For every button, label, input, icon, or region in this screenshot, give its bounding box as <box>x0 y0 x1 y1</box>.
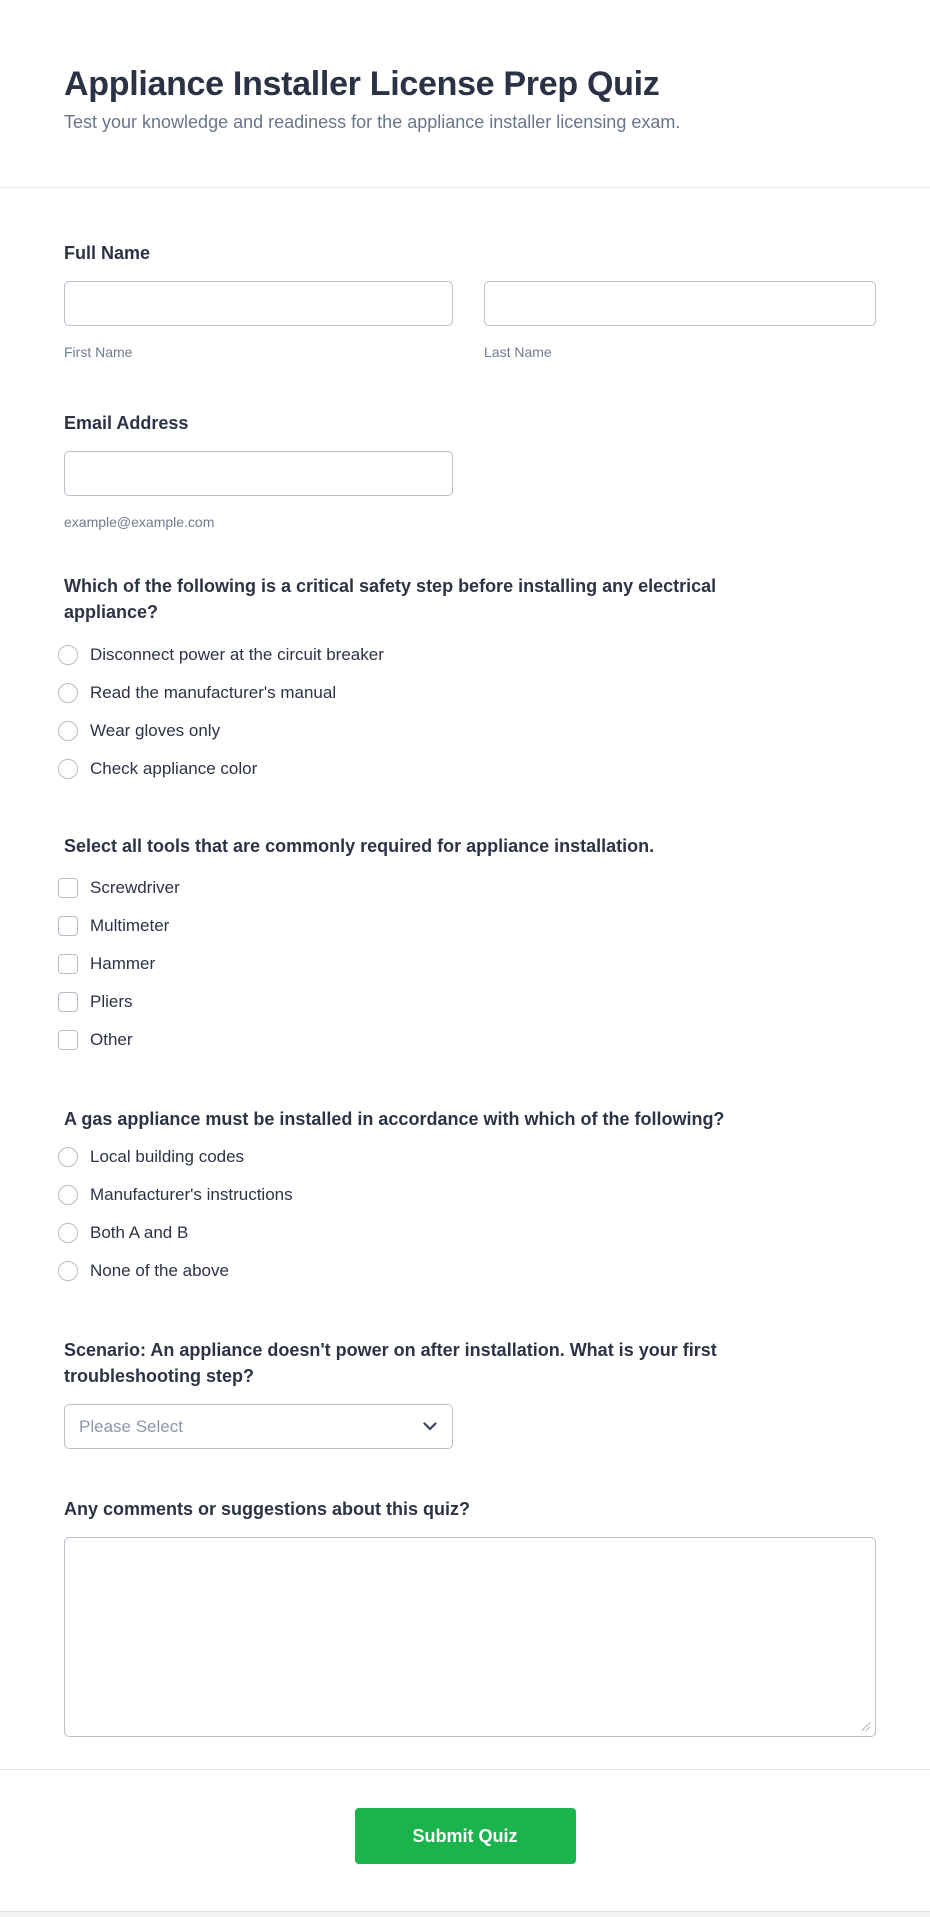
radio-option[interactable] <box>58 1261 876 1281</box>
checkbox-icon[interactable] <box>58 1030 78 1050</box>
form-body <box>0 240 930 1737</box>
radio-button-icon[interactable] <box>58 759 78 779</box>
form-header <box>0 0 930 188</box>
question-gas-appliance <box>64 1106 876 1281</box>
option-label: Disconnect power at the circuit breaker <box>90 645 384 664</box>
checkbox-icon[interactable] <box>58 916 78 936</box>
question-safety-step <box>64 573 876 779</box>
option-label: Hammer <box>90 954 156 973</box>
radio-button-icon[interactable] <box>58 1185 78 1205</box>
option-label: Check appliance color <box>90 759 258 778</box>
radio-button-icon[interactable] <box>58 1261 78 1281</box>
email-input[interactable] <box>64 451 453 496</box>
option-label: Local building codes <box>90 1147 245 1166</box>
radio-option[interactable] <box>58 683 876 703</box>
radio-option[interactable] <box>58 1223 876 1243</box>
checkbox-icon[interactable] <box>58 992 78 1012</box>
radio-option[interactable] <box>58 759 876 779</box>
email-label: Email Address <box>64 413 189 433</box>
option-label: Screwdriver <box>90 878 180 897</box>
question-tools <box>64 833 876 1050</box>
page-bottom-strip <box>0 1911 930 1917</box>
radio-option[interactable] <box>58 645 876 665</box>
select-placeholder: Please Select <box>79 1416 183 1436</box>
option-label: Both A and B <box>90 1223 189 1242</box>
radio-option[interactable] <box>58 721 876 741</box>
field-full-name <box>64 240 876 362</box>
question-scenario <box>64 1337 876 1449</box>
radio-button-icon[interactable] <box>58 1223 78 1243</box>
first-name-input[interactable] <box>64 281 453 326</box>
form-footer <box>0 1769 930 1911</box>
radio-button-icon[interactable] <box>58 683 78 703</box>
last-name-sublabel: Last Name <box>484 344 552 360</box>
textarea-resize-handle[interactable] <box>860 1720 872 1732</box>
email-sublabel: example@example.com <box>64 514 215 530</box>
chevron-down-icon <box>423 1422 437 1431</box>
full-name-label: Full Name <box>64 243 151 263</box>
option-label: Other <box>90 1030 133 1049</box>
question-label: A gas appliance must be installed in accordance with which of the following? <box>64 1109 725 1129</box>
checkbox-option[interactable] <box>58 916 876 936</box>
last-name-input[interactable] <box>484 281 876 326</box>
option-label: Multimeter <box>90 916 170 935</box>
comments-textarea[interactable] <box>64 1537 876 1737</box>
radio-option[interactable] <box>58 1147 876 1167</box>
checkbox-icon[interactable] <box>58 954 78 974</box>
option-label: Wear gloves only <box>90 721 221 740</box>
question-label: Scenario: An appliance doesn't power on after installation. What is your first troubleshooting step? <box>64 1340 717 1386</box>
option-label: Read the manufacturer's manual <box>90 683 337 702</box>
page-subtitle: Test your knowledge and readiness for the appliance installer licensing exam. <box>64 112 681 132</box>
first-name-sublabel: First Name <box>64 344 133 360</box>
option-label: None of the above <box>90 1261 229 1280</box>
troubleshooting-select[interactable] <box>64 1404 453 1449</box>
option-label: Manufacturer's instructions <box>90 1185 293 1204</box>
page-title: Appliance Installer License Prep Quiz <box>64 65 660 103</box>
radio-button-icon[interactable] <box>58 645 78 665</box>
checkbox-icon[interactable] <box>58 878 78 898</box>
checkbox-option[interactable] <box>58 954 876 974</box>
submit-quiz-button[interactable]: Submit Quiz <box>355 1808 576 1864</box>
option-label: Pliers <box>90 992 133 1011</box>
radio-button-icon[interactable] <box>58 721 78 741</box>
checkbox-option[interactable] <box>58 1030 876 1050</box>
question-label: Select all tools that are commonly required for appliance installation. <box>64 836 655 856</box>
checkbox-option[interactable] <box>58 992 876 1012</box>
question-label: Any comments or suggestions about this quiz? <box>64 1499 471 1519</box>
question-label: Which of the following is a critical safety step before installing any electrical appliance? <box>64 576 717 622</box>
radio-button-icon[interactable] <box>58 1147 78 1167</box>
radio-option[interactable] <box>58 1185 876 1205</box>
field-email <box>64 410 876 531</box>
checkbox-option[interactable] <box>58 878 876 898</box>
question-comments <box>64 1496 876 1737</box>
